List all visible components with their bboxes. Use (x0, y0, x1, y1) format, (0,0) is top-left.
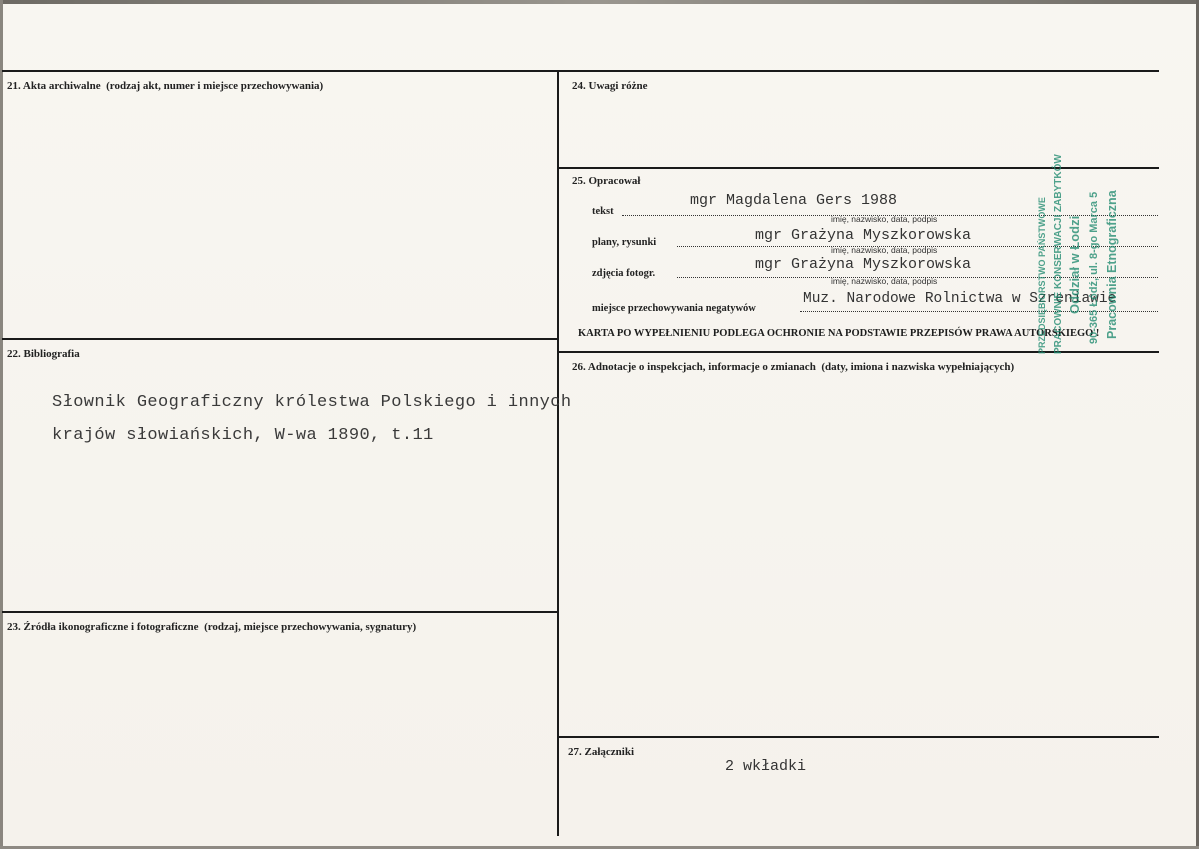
tekst-label: tekst (592, 206, 614, 217)
zdjecia-label: zdjęcia fotogr. (592, 268, 656, 279)
plany-value: mgr Grażyna Myszkorowska (755, 227, 972, 244)
bibliography-line-1: Słownik Geograficzny królestwa Polskiego i innych (52, 393, 572, 412)
bibliography-line-2: krajów słowiańskich, W-wa 1890, t.11 (52, 426, 434, 445)
section-23-label (7, 621, 416, 633)
paper-edge-left (0, 0, 3, 849)
institution-stamp (1035, 152, 1125, 357)
attachments-value: 2 wkładki (725, 758, 807, 775)
negatywy-label: miejsce przechowywania negatywów (592, 303, 756, 314)
section-22-label: 22. Bibliografia (7, 348, 80, 360)
section-24-label: 24. Uwagi różne (572, 80, 648, 92)
stamp-graphic (1035, 152, 1125, 357)
section-21-title: 21. Akta archiwalne (7, 80, 101, 92)
tekst-value: mgr Magdalena Gers 1988 (690, 192, 898, 209)
section-21-hint: (rodzaj akt, numer i miejsce przechowywania) (106, 80, 324, 92)
section-23-hint: (rodzaj, miejsce przechowywania, sygnatury) (204, 621, 417, 633)
negatywy-value: Muz. Narodowe Rolnictwa w Szreniawie (803, 291, 1117, 307)
plany-sub-hint: imię, nazwisko, data, podpis (831, 245, 938, 255)
stamp-line-4: 90-365 Łódź, ul. 8-go Marca 5 (1088, 191, 1100, 344)
zdjecia-value: mgr Grażyna Myszkorowska (755, 256, 972, 273)
stamp-line-3: Oddział w Łodzi (1067, 215, 1082, 314)
section-26-label (572, 361, 1014, 373)
rule-26-27 (558, 736, 1159, 738)
paper-edge-top (0, 0, 1199, 4)
stamp-line-2: PRACOWNIE KONSERWACJI ZABYTKÓW (1053, 154, 1064, 354)
section-27-label: 27. Załączniki (568, 746, 635, 758)
section-26-hint: (daty, imiona i nazwiska wypełniających) (821, 361, 1015, 373)
section-25-label: 25. Opracował (572, 175, 641, 187)
center-divider (557, 70, 559, 836)
stamp-line-5: Pracownia Etnograficzna (1105, 190, 1119, 339)
section-26-title: 26. Adnotacje o inspekcjach, informacje o zmianach (572, 361, 816, 373)
section-21-label (7, 80, 323, 92)
tekst-sub-hint: imię, nazwisko, data, podpis (831, 214, 938, 224)
zdjecia-sub-hint: imię, nazwisko, data, podpis (831, 276, 938, 286)
rule-21-22 (2, 338, 558, 340)
top-rule (2, 70, 1159, 72)
plany-label: plany, rysunki (592, 237, 657, 248)
copyright-notice: KARTA PO WYPEŁNIENIU PODLEGA OCHRONIE NA PODSTAWIE PRZEPISÓW PRAWA AUTORSKIEGO ! (578, 328, 1100, 339)
stamp-line-1: PRZEDSIĘBIORSTWO PAŃSTWOWE (1037, 197, 1047, 354)
rule-22-23 (2, 611, 558, 613)
section-23-title: 23. Źródła ikonograficzne i fotograficzne (7, 621, 199, 633)
